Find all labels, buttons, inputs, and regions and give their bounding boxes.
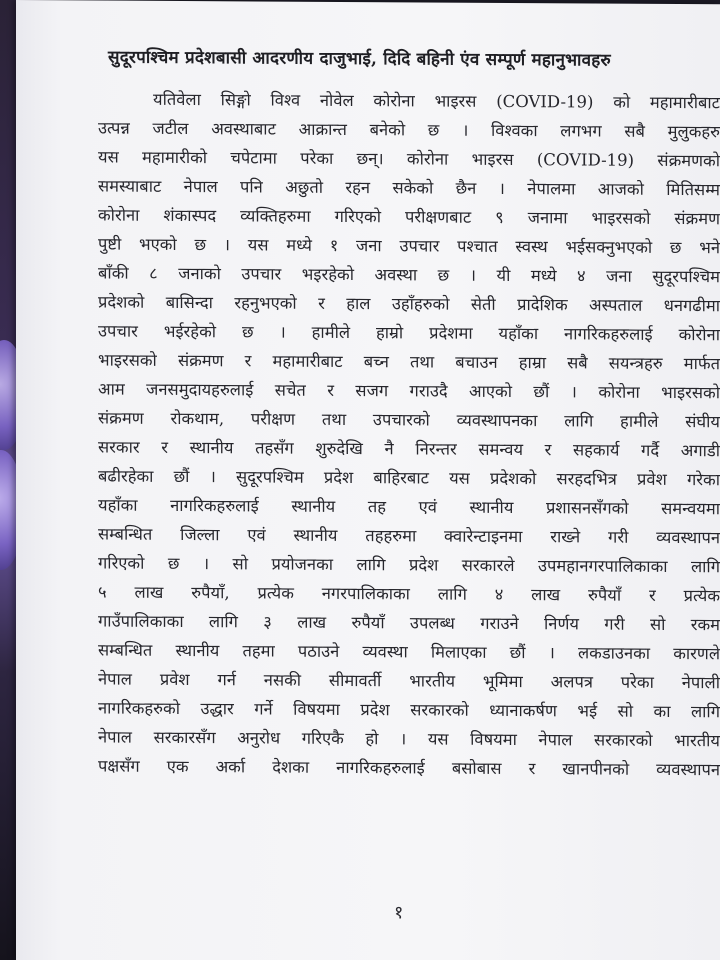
text-line: संक्रमण रोकथाम, परीक्षण तथा उपचारको व्यवस्थापनका लागि हामीले संघीय xyxy=(98,408,720,432)
text-line: सम्बन्धित स्थानीय तहमा पठाउने व्यवस्था मिलाएका छौं । लकडाउनका कारणले xyxy=(98,640,720,664)
text-line: उत्पन्न जटील अवस्थाबाट आक्रान्त बनेको छ । विश्वका लगभग सबै मुलुकहरु xyxy=(98,118,720,142)
document-body xyxy=(98,85,720,785)
text-line: यस महामारीको चपेटामा परेका छन्। कोरोना भाइरस (COVID-19) संक्रमणको xyxy=(98,147,720,171)
text-line: सरकार र स्थानीय तहसँग शुरुदेखि नै निरन्तर समन्वय र सहकार्य गर्दै अगाडी xyxy=(98,437,720,461)
text-line: भाइरसको संक्रमण र महामारीबाट बच्न तथा बचाउन हाम्रा सबै सयन्त्रहरु मार्फत xyxy=(98,350,720,374)
text-line: उपचार भईरहेको छ । हामीले हाम्रो प्रदेशमा यहाँका नागरिकहरुलाई कोरोना xyxy=(98,321,720,345)
text-line: कोरोना शंकास्पद व्यक्तिहरुमा गरिएको परीक्षणबाट ९ जनामा भाइरसको संक्रमण xyxy=(98,205,720,229)
text-line: सम्बन्धित जिल्ला एवं स्थानीय तहहरुमा क्वारेन्टाइनमा राख्ने गरी व्यवस्थापन xyxy=(98,524,720,548)
text-line: आम जनसमुदायहरुलाई सचेत र सजग गराउदै आएको छौं । कोरोना भाइरसको xyxy=(98,379,720,403)
text-line: समस्याबाट नेपाल पनि अछुतो रहन सकेको छैन । नेपालमा आजको मितिसम्म xyxy=(98,176,720,200)
text-line: प्रदेशको बासिन्दा रहनुभएको र हाल उहाँहरुको सेती प्रादेशिक अस्पताल धनगढीमा xyxy=(98,292,720,316)
text-line: ५ लाख रुपैयाँ, प्रत्येक नगरपालिकाका लागि ४ लाख रुपैयाँ र प्रत्येक xyxy=(98,582,720,606)
text-line: यतिवेला सिङ्गो विश्व नोवेल कोरोना भाइरस (COVID-19) को महामारीबाट xyxy=(153,89,720,113)
text-line: बढीरहेका छौं । सुदूरपश्चिम प्रदेश बाहिरबाट यस प्रदेशको सरहदभित्र प्रवेश गरेका xyxy=(98,466,720,490)
text-line: बाँकी ८ जनाको उपचार भइरहेको अवस्था छ । यी मध्ये ४ जना सुदूरपश्चिम xyxy=(98,263,720,287)
text-line: नेपाल प्रवेश गर्न नसकी सीमावर्ती भारतीय भूमिमा अलपत्र परेका नेपाली xyxy=(98,669,720,693)
text-line: यहाँका नागरिकहरुलाई स्थानीय तह एवं स्थानीय प्रशासनसँगको समन्वयमा xyxy=(98,495,720,519)
text-line: नेपाल सरकारसँग अनुरोध गरिएकै हो । यस विषयमा नेपाल सरकारको भारतीय xyxy=(98,727,720,751)
page-number: १ xyxy=(394,902,404,924)
document-page xyxy=(16,0,720,960)
text-line: नागरिकहरुको उद्धार गर्ने विषयमा प्रदेश सरकारको ध्यानाकर्षण भई सो का लागि xyxy=(98,698,720,722)
text-line: पक्षसँग एक अर्का देशका नागरिकहरुलाई बसोबास र खानपीनको व्यवस्थापन xyxy=(98,756,720,780)
text-line: पुष्टी भएको छ । यस मध्ये १ जना उपचार पश्चात स्वस्थ भईसक्नुभएको छ भने xyxy=(98,234,720,258)
text-line: गाउँपालिकाका लागि ३ लाख रुपैयाँ उपलब्ध गराउने निर्णय गरी सो रकम xyxy=(98,611,720,635)
text-line: गरिएको छ । सो प्रयोजनका लागि प्रदेश सरकारले उपमहानगरपालिकाका लागि xyxy=(98,553,720,577)
document-heading: सुदूरपश्चिम प्रदेशबासी आदरणीय दाजुभाई, दिदि बहिनी एंव सम्पूर्ण महानुभावहरु xyxy=(108,47,611,71)
